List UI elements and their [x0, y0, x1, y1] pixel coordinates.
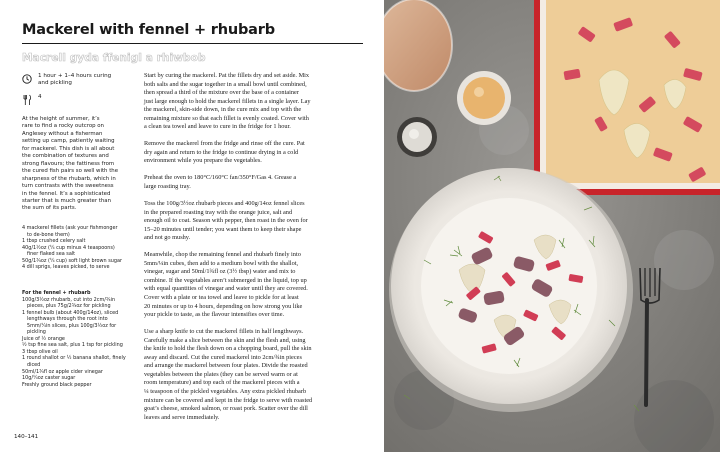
method-line: vegetables between the plates (they can be served warm or at: [144, 370, 298, 378]
method-paragraph: [144, 328, 366, 422]
method-paragraph: [144, 200, 366, 243]
method-paragraph: [144, 174, 366, 191]
method-line: the mackerel, skin-side down, in the cure mix and top with the: [144, 106, 302, 114]
intro-line: turn contrasts with the sweetness: [22, 183, 114, 190]
method-line: Cover with a plate or tea towel and leave to pickle for at least: [144, 294, 299, 302]
method-line: remaining mixture so that each fillet is evenly coated. Cover with: [144, 114, 309, 122]
method-line: goat’s cheese, smoked salmon, or roast pork. Scatter over the dill: [144, 405, 308, 413]
title-divider: [22, 43, 363, 44]
recipe-title: Mackerel with fennel + rhubarb: [22, 22, 275, 38]
ingredients-fennel-heading: For the fennel + rhubarb: [22, 290, 91, 296]
food-photo-image: [384, 0, 720, 452]
ingredient-line: diced: [27, 362, 41, 369]
ingredient-line: finer flaked sea salt: [27, 251, 76, 258]
page-number: 140–141: [14, 434, 39, 440]
method-line: leaves and serve immediately.: [144, 413, 220, 421]
method-line: 5mm/¼in cubes, then add to a medium bowl with the shallot,: [144, 259, 299, 267]
method-line: and not go mushy.: [144, 234, 191, 242]
method-line: Remove the mackerel from the fridge and rinse off the cure. Pat: [144, 140, 305, 148]
method-line: Toss the 100g/3½oz rhubarb pieces and 400g/14oz fennel slices: [144, 200, 305, 208]
method-line: both salts and the sugar together in a small bowl until combined,: [144, 80, 307, 88]
method-paragraph: [144, 251, 366, 319]
clock-icon: [22, 73, 32, 85]
ingredient-line: to de-bone them): [27, 231, 70, 238]
method-line: and arrange the mackerel between four plates. Divide the roasted: [144, 362, 308, 370]
ingredient-line: 40g/1½oz (¼ cup minus 4 teaspoons): [22, 244, 115, 251]
time-line-2: and pickling: [38, 80, 72, 87]
method-line: enough oil to coat. Season with pepper, then roast in the oven for: [144, 217, 308, 225]
ingredient-line: 1 fennel bulb (about 400g/14oz), sliced: [22, 309, 119, 316]
method-line: just large enough to hold the mackerel fillets in a single layer. Lay: [144, 97, 311, 105]
intro-line: Anglesey without a fisherman: [22, 130, 103, 137]
ingredient-line: 100g/3½oz rhubarb, cut into 2cm/¾in: [22, 296, 116, 303]
intro-line: the cured fish pairs so well with the: [22, 168, 119, 175]
ingredient-line: pieces, plus 75g/2¾oz for pickling: [27, 303, 111, 310]
ingredients-main: [22, 225, 130, 271]
vinegar-bowl: [457, 71, 511, 125]
ingredient-line: 5mm/¼in slices, plus 100g/3½oz for: [27, 322, 117, 329]
ingredient-line: pickling: [27, 329, 46, 336]
method-line: large roasting tray.: [144, 183, 191, 191]
time-line-1: 1 hour + 1–4 hours curing: [38, 73, 112, 79]
food-photo: [384, 0, 720, 452]
ingredient-line: 50g/1¾oz (¼ cup) soft light brown sugar: [22, 257, 122, 264]
intro-line: sharpness of the rhubarb, which in: [22, 175, 116, 182]
method-line: then spread a third of the mixture over the base of a container: [144, 89, 299, 97]
ingredient-line: lengthways through the root into: [27, 316, 108, 323]
method-line: away and discard. Cut the cured mackerel into 2cm/¾in pieces: [144, 353, 302, 361]
method-line: Meanwhile, chop the remaining fennel and rhubarb finely into: [144, 251, 301, 259]
intro-line: the sum of its parts.: [22, 205, 77, 212]
method-line: 20 minutes or up to 4 hours, depending on how strong you like: [144, 302, 303, 310]
method-line: ¼ teaspoon of the pickled vegetables. Any extra pickled rhubarb: [144, 388, 307, 395]
method-line: environment while you prepare the vegetables.: [144, 157, 262, 165]
method-line: mixture can be covered and kept in the fridge to serve with roasted: [144, 396, 313, 404]
method-paragraph: [144, 140, 366, 166]
intro-line: for mackerel. This dish is all about: [22, 145, 115, 152]
method-line: your pickle to taste, as the flavour intensifies over time.: [144, 311, 285, 319]
ingredient-line: 1 round shallot or ½ banana shallot, finely: [22, 355, 126, 362]
ingredient-line: 10g/¼oz caster sugar: [22, 375, 76, 382]
salt-bowl: [397, 117, 437, 157]
intro-line: At the height of summer, it’s: [22, 116, 100, 122]
ingredient-line: Freshly ground black pepper: [22, 381, 92, 388]
ingredient-line: 1 tbsp crushed celery salt: [22, 238, 86, 245]
intro-line: rare to find a rocky outcrop on: [22, 123, 104, 130]
method-line: with equal quantities of vinegar and water until they are covered.: [144, 285, 308, 293]
intro-line: starter that is much greater than: [22, 197, 111, 204]
method-line: Start by curing the mackerel. Pat the fillets dry and set aside. Mix: [144, 72, 310, 79]
ingredient-line: ½ tsp fine sea salt, plus 1 tsp for pickling: [22, 342, 123, 349]
intro-line: strong flavours; the fattiness from: [22, 160, 115, 167]
intro-line: setting up camp, patiently waiting: [22, 138, 115, 145]
method-line: Preheat the oven to 180°C/160°C fan/350°F/Gas 4. Grease a: [144, 174, 297, 182]
method-line: in the prepared roasting tray with the orange juice, salt and: [144, 208, 293, 216]
juice-glass: [384, 0, 452, 91]
intro-line: in the fennel. It’s a sophisticated: [22, 190, 111, 197]
method-line: 15–20 minutes until tender; you want them to keep their shape: [144, 225, 302, 233]
ingredient-line: 4 mackerel fillets (ask your fishmonger: [22, 225, 118, 231]
method-steps: [144, 72, 366, 431]
serving-plate: [389, 168, 633, 412]
intro-line: the combination of textures and: [22, 153, 109, 160]
method-line: combine. If the vegetables aren’t submerged in the liquid, top up: [144, 276, 307, 284]
recipe-subtitle-welsh: Macrell gyda ffenigl a rhiwbob: [22, 52, 206, 64]
serves-count: 4: [38, 94, 42, 100]
cutlery-icon: [22, 94, 32, 106]
ingredient-line: Juice of ½ orange: [22, 335, 65, 342]
ingredient-line: 50ml/1¾fl oz apple cider vinegar: [22, 368, 103, 375]
method-line: Use a sharp knife to cut the mackerel fillets in half lengthways.: [144, 328, 304, 336]
method-line: a clean tea towel and leave to cure in the fridge for 1 hour.: [144, 123, 291, 131]
method-line: Carefully make a slice between the skin and the flesh and, using: [144, 336, 306, 344]
intro-text: [22, 116, 128, 213]
method-paragraph: [144, 72, 366, 132]
ingredient-line: 3 tbsp olive oil: [22, 348, 58, 355]
method-line: the knife to hold the flesh down on a chopping board, pull the skin: [144, 345, 312, 353]
ingredient-line: 4 dill sprigs, leaves picked, to serve: [22, 264, 110, 271]
method-line: vinegar, sugar and 50ml/1¾fl oz (3½ tbsp) water and mix to: [144, 268, 296, 276]
method-line: dry again and return to the fridge to continue drying in a cold: [144, 148, 299, 156]
roasting-tray: [534, 0, 720, 195]
method-line: room temperature) and top each of the mackerel pieces with a: [144, 379, 300, 387]
ingredients-fennel-rhubarb: [22, 290, 130, 388]
